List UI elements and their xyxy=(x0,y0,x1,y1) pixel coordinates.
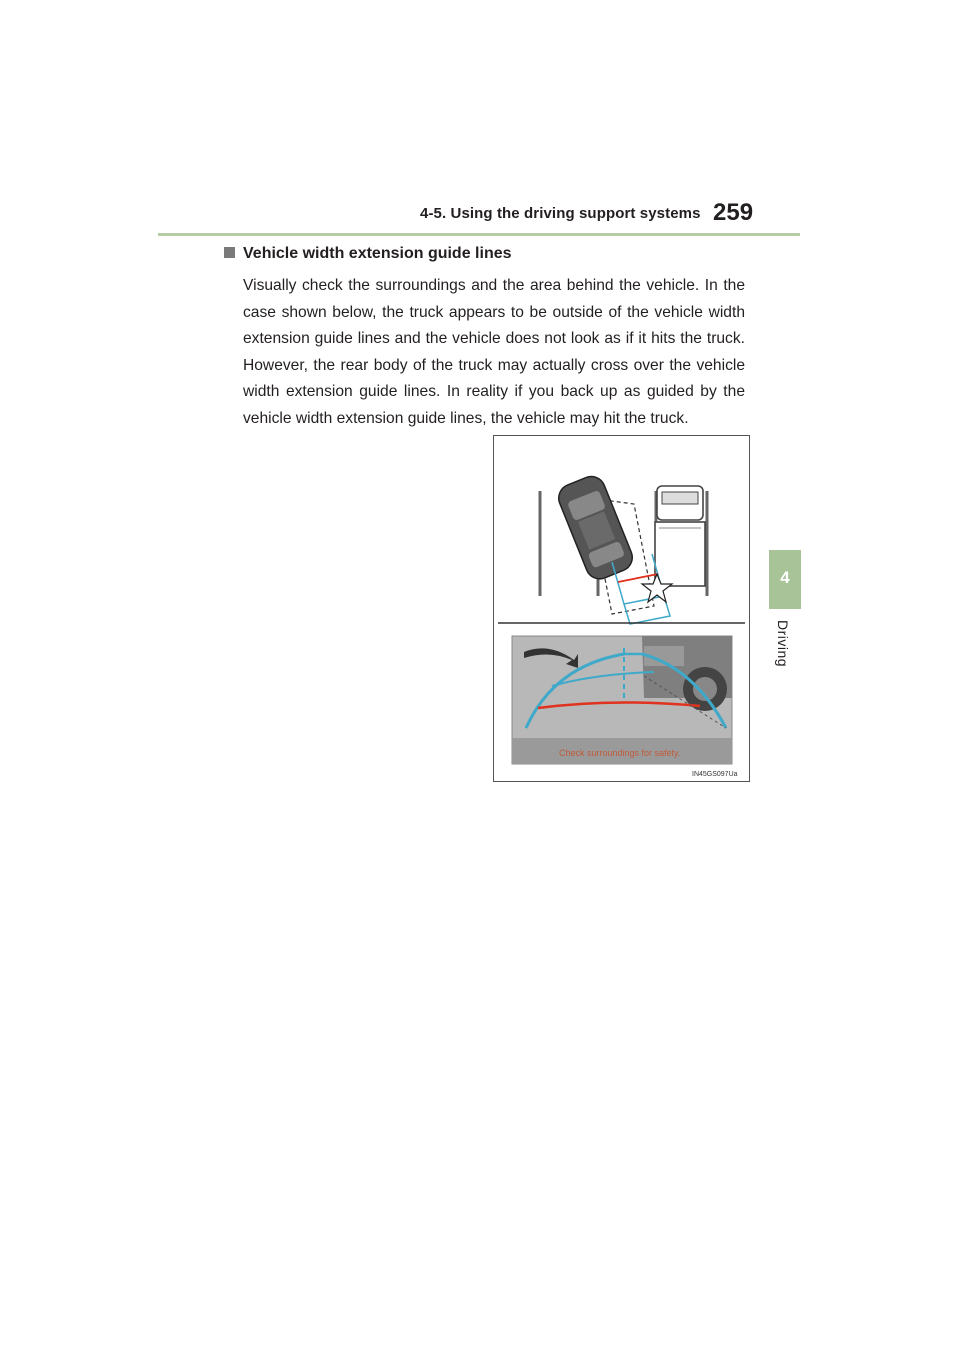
rear-camera-screen xyxy=(512,636,732,764)
body-paragraph: Visually check the surroundings and the area behind the vehicle. In the case shown below, the truck appears to be outside of the vehicle width extension guide lines and the vehicle does not look as if it hits the truck. However, the rear body of the truck may actually cross over the vehicle width extension guide lines. In reality if you back up as guided by the vehicle width extension guide lines, the vehicle may hit the truck. xyxy=(243,277,745,427)
header-section-title: 4-5. Using the driving support systems xyxy=(420,205,701,222)
truck-icon xyxy=(655,486,705,586)
header-rule xyxy=(158,233,800,236)
chapter-number: 4 xyxy=(780,568,790,587)
square-bullet-icon xyxy=(224,247,235,258)
section-heading xyxy=(224,245,512,263)
car-icon xyxy=(555,472,637,583)
chapter-label: Driving xyxy=(775,620,791,668)
parking-overhead-view xyxy=(540,472,707,624)
chapter-tab xyxy=(769,550,801,609)
figure-code: IN45GS097Ua xyxy=(692,771,738,778)
page-number: 259 xyxy=(713,199,754,226)
screen-message: Check surroundings for safety. xyxy=(559,748,681,758)
section-heading-text: Vehicle width extension guide lines xyxy=(243,245,512,262)
illustration xyxy=(493,435,750,782)
